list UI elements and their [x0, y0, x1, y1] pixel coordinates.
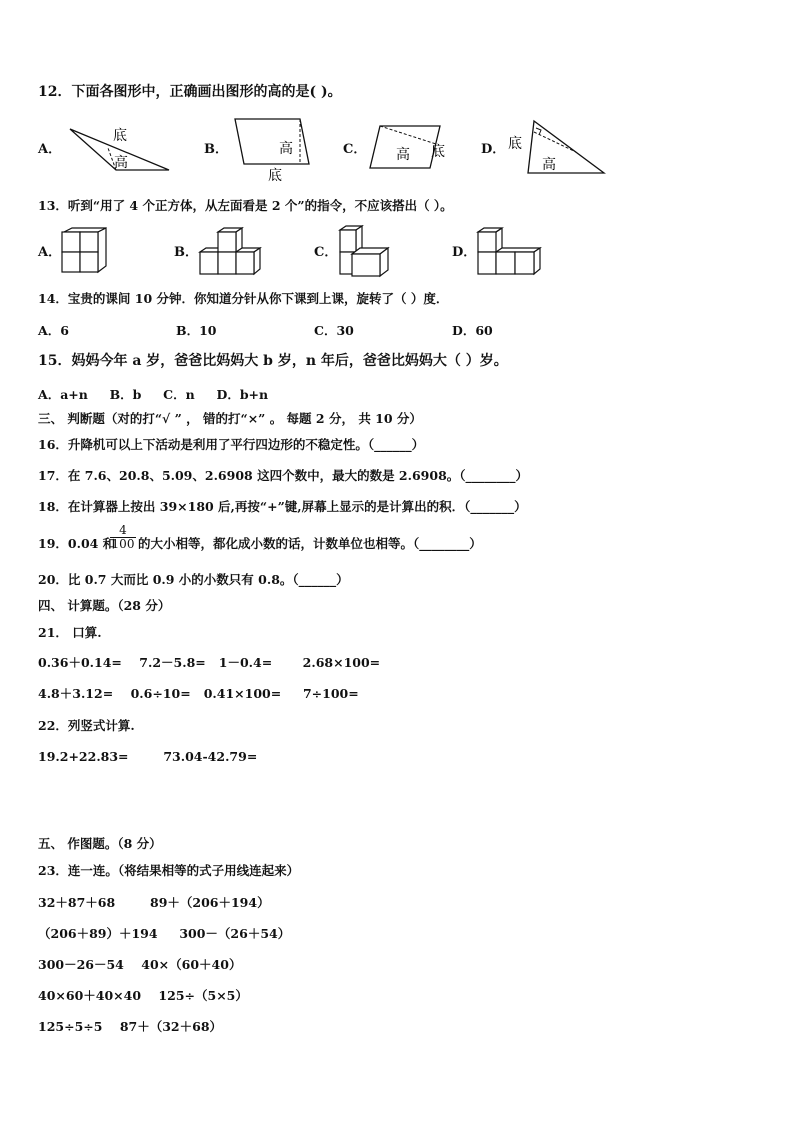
q12-a-base-label: 底 — [113, 128, 127, 144]
q13-option-c: C． — [314, 245, 338, 260]
q13-option-b: B． — [174, 245, 198, 260]
q12-stem: 12．下面各图形中，正确画出图形的高的是( )。 — [38, 84, 342, 100]
q12-figure-d — [506, 118, 608, 176]
q15-options: A．a+n B．b C．n D．b+n — [38, 387, 269, 402]
q22-stem: 22．列竖式计算. — [38, 718, 135, 733]
q13-option-a: A． — [38, 245, 62, 260]
q13-figure-a — [58, 226, 110, 278]
q14-stem: 14．宝贵的课间 10 分钟．你知道分针从你下课到上课，旋转了（ ）度． — [38, 291, 449, 306]
q12-figure-b — [230, 116, 314, 184]
q12-option-d: D． — [481, 142, 506, 157]
q21-stem: 21． 口算. — [38, 625, 102, 640]
q13-figure-b — [196, 226, 268, 278]
section4-heading: 四、 计算题。（28 分） — [38, 598, 171, 613]
q12-b-base-label: 底 — [268, 168, 282, 184]
q12-d-base-label: 底 — [508, 136, 522, 152]
q22-row1: 19.2+22.83= 73.04-42.79= — [38, 749, 258, 764]
q16-text: 16．升降机可以上下活动是利用了平行四边形的不稳定性。（______） — [38, 437, 425, 452]
q13-figure-c — [334, 224, 392, 280]
q14-option-b: B．10 — [176, 323, 217, 338]
q19-fraction-numerator: 4 — [110, 524, 136, 538]
q19-fraction-denominator: 100 — [111, 537, 135, 551]
q23-row: 40×60＋40×40 125÷（5×5） — [38, 988, 248, 1003]
section5-heading: 五、 作图题。（8 分） — [38, 836, 162, 851]
q12-a-height-label: 高 — [114, 155, 128, 171]
q21-row2: 4.8＋3.12= 0.6÷10= 0.41×100= 7÷100= — [38, 686, 359, 701]
q19-suffix: 的大小相等，都化成小数的话，计数单位也相等。（________） — [138, 536, 482, 551]
q15-stem: 15．妈妈今年 a 岁，爸爸比妈妈大 b 岁，n 年后，爸爸比妈妈大（ ）岁。 — [38, 353, 508, 369]
q13-stem: 13．听到“用了 4 个正方体，从左面看是 2 个”的指令，不应该搭出（ ）。 — [38, 198, 453, 213]
q17-text: 17．在 7.6、20.8、5.09、2.6908 这四个数中，最大的数是 2.6908。（________） — [38, 468, 529, 483]
q12-option-a: A． — [38, 142, 62, 157]
q12-c-height-label: 高 — [396, 147, 410, 163]
q14-option-c: C．30 — [314, 323, 354, 338]
q12-b-height-label: 高 — [279, 141, 293, 157]
q12-d-height-label: 高 — [542, 157, 556, 173]
q12-figure-c — [368, 122, 452, 172]
q12-c-base-label: 底 — [431, 144, 445, 160]
q19-fraction — [110, 524, 136, 551]
q13-figure-d — [474, 226, 546, 278]
q19-prefix: 19．0.04 和 — [38, 536, 116, 551]
q14-option-a: A．6 — [38, 323, 69, 338]
q14-option-d: D．60 — [452, 323, 493, 338]
q12-figure-a — [64, 124, 172, 174]
q13-option-d: D． — [452, 245, 477, 260]
q12-option-b: B． — [204, 142, 228, 157]
q20-text: 20．比 0.7 大而比 0.9 小的小数只有 0.8。（______） — [38, 572, 349, 587]
q12-option-c: C． — [343, 142, 367, 157]
q23-row: 32＋87＋68 89＋（206＋194） — [38, 895, 270, 910]
q18-text: 18．在计算器上按出 39×180 后,再按“+”键,屏幕上显示的是计算出的积．（_______） — [38, 499, 527, 514]
q21-row1: 0.36＋0.14= 7.2－5.8= 1－0.4= 2.68×100= — [38, 655, 381, 670]
q23-row: 125÷5÷5 87＋（32＋68） — [38, 1019, 223, 1034]
q23-stem: 23．连一连。（将结果相等的式子用线连起来） — [38, 863, 300, 878]
section3-heading: 三、 判断题（对的打“√ ” ， 错的打“×” 。 每题 2 分， 共 10 分） — [38, 411, 422, 426]
q23-row: （206＋89）＋194 300－（26＋54） — [38, 926, 291, 941]
q23-row: 300－26－54 40×（60＋40） — [38, 957, 242, 972]
